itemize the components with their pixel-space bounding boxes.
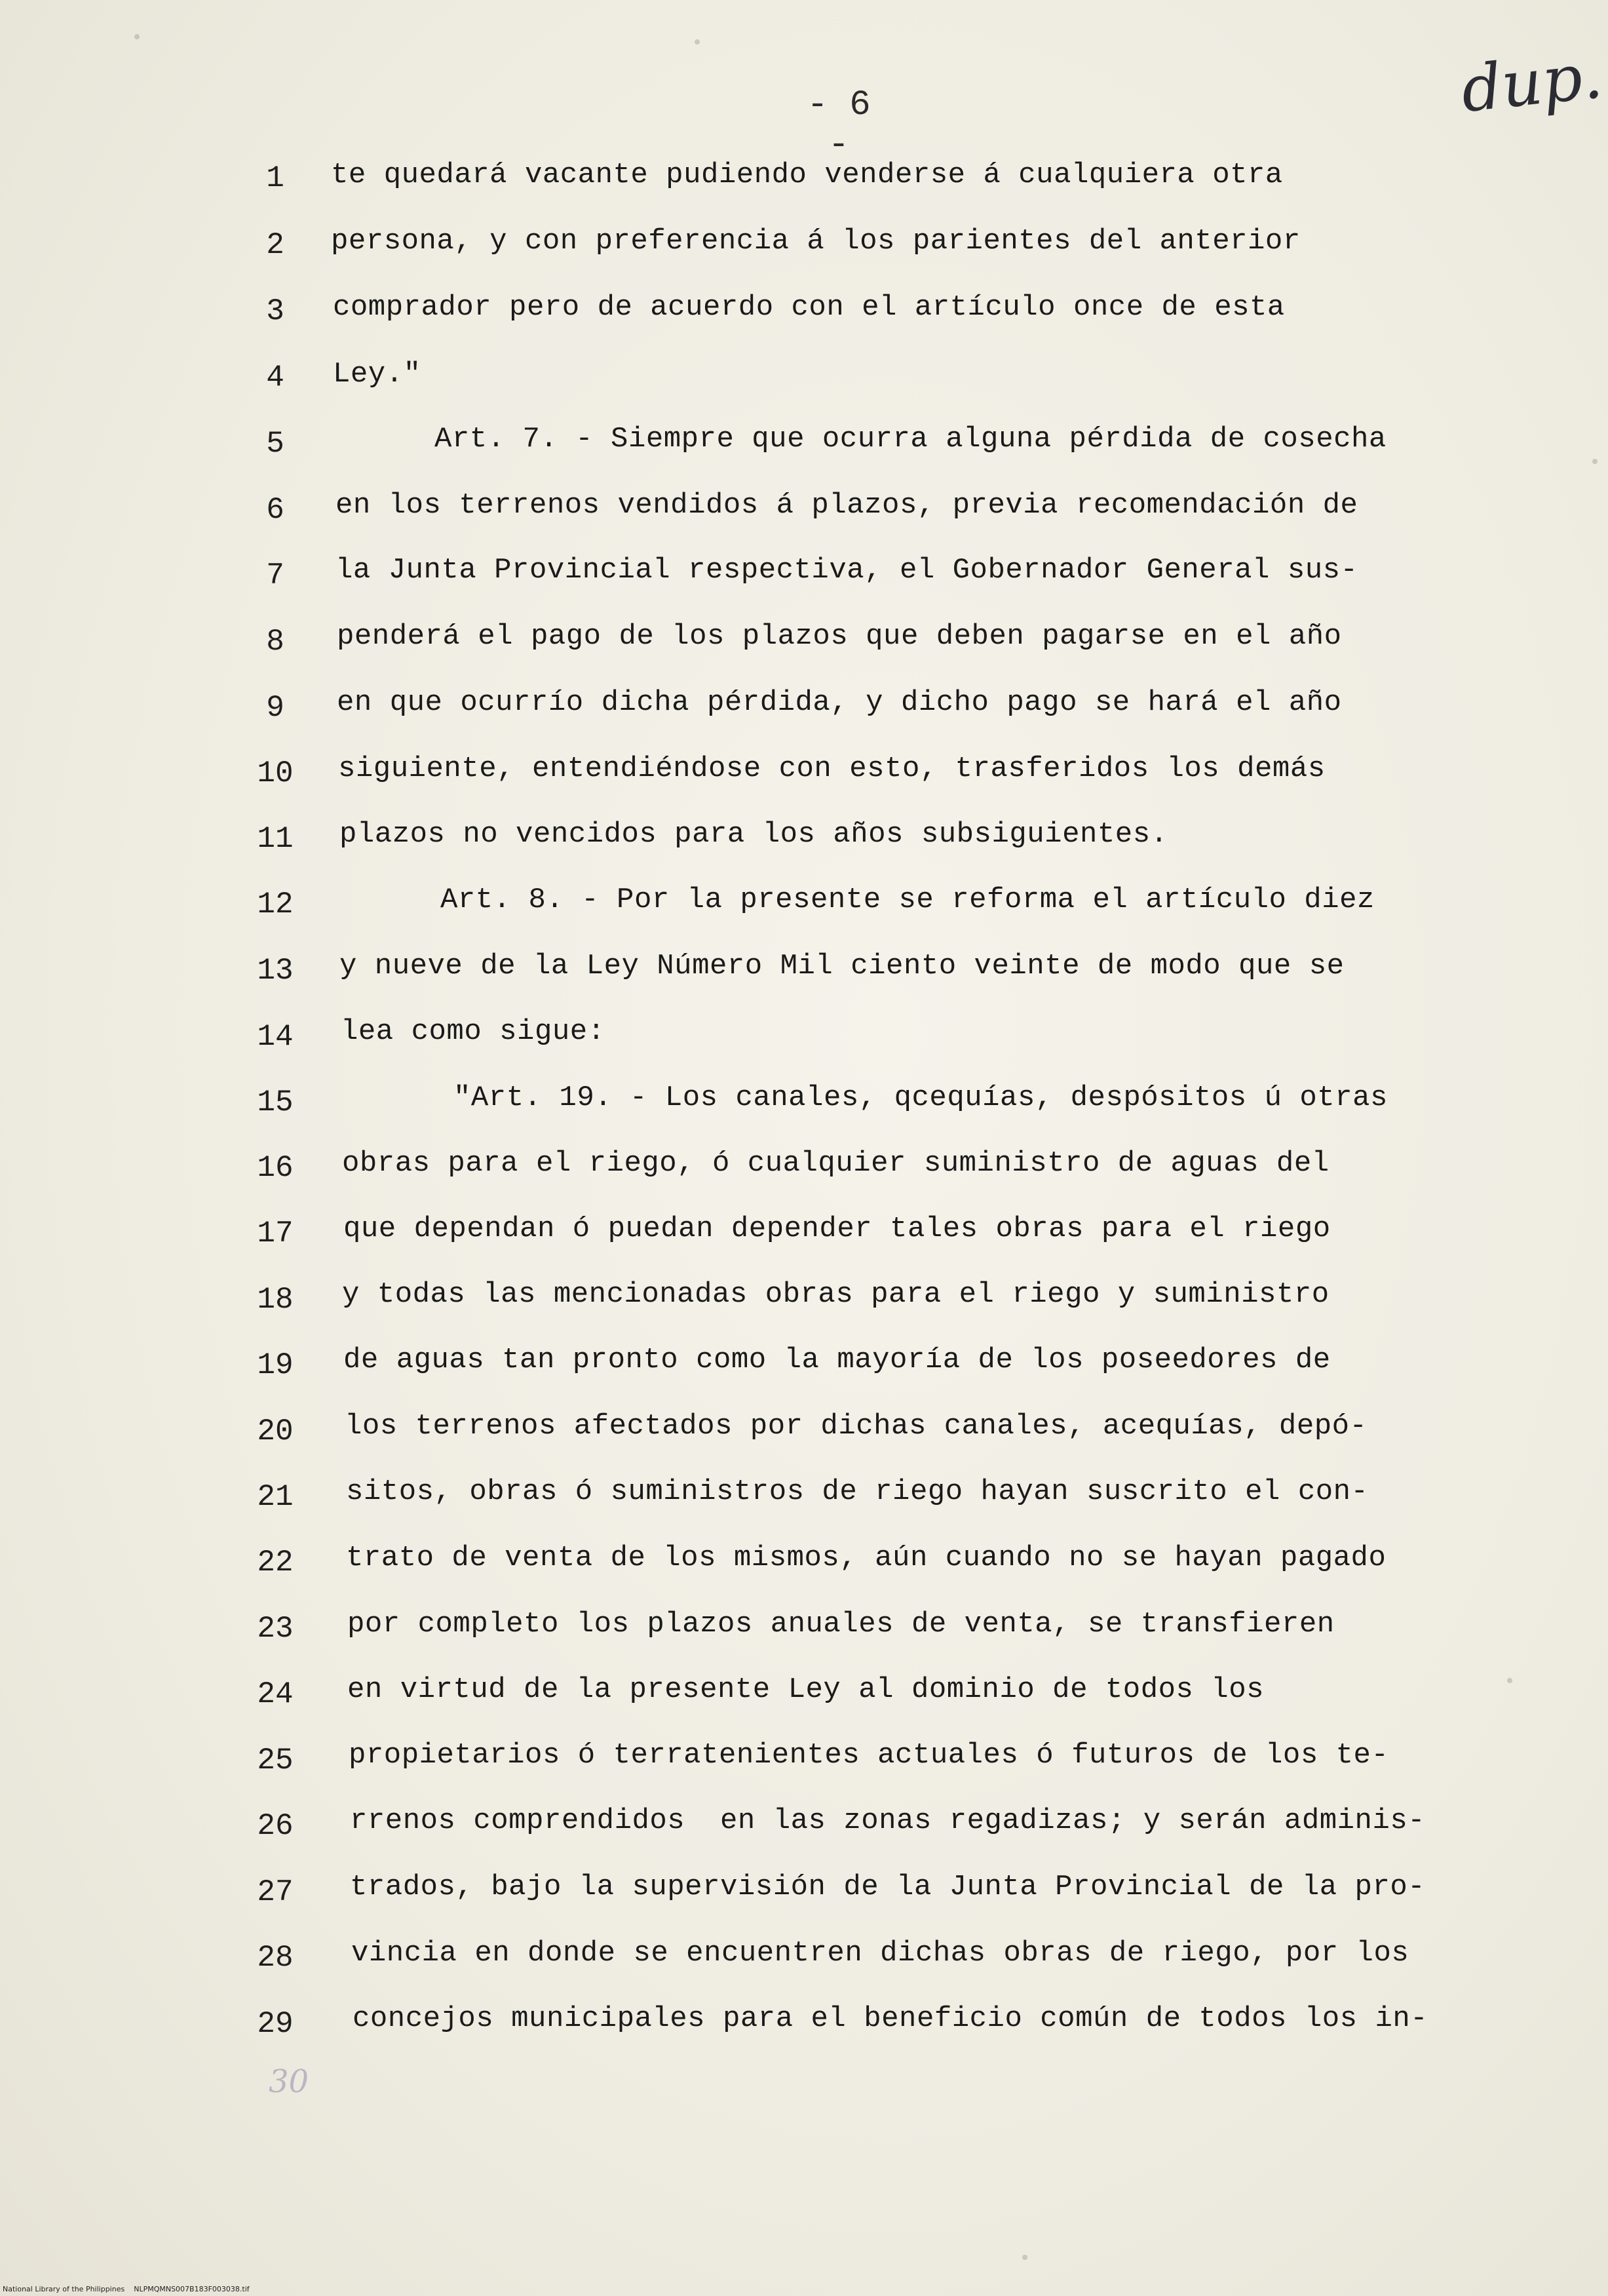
line-number: 20: [257, 1414, 294, 1449]
text-line: y nueve de la Ley Número Mil ciento veinte de modo que se: [339, 950, 1345, 983]
text-line: sitos, obras ó suministros de riego hayan suscrito el con-: [346, 1475, 1369, 1508]
line-number: 28: [257, 1941, 294, 1975]
line-number: 26: [257, 1809, 294, 1843]
text-line: "Art. 19. - Los canales, qcequías, despósitos ú otras: [453, 1081, 1388, 1114]
text-line: la Junta Provincial respectiva, el Gobernador General sus-: [335, 554, 1358, 587]
line-number: 1: [266, 161, 284, 195]
text-line: lea como sigue:: [341, 1015, 605, 1048]
text-line: obras para el riego, ó cualquier suministro de aguas del: [342, 1147, 1330, 1180]
text-line: en que ocurrío dicha pérdida, y dicho pago se hará el año: [337, 686, 1342, 719]
line-number: 24: [257, 1677, 294, 1711]
footer-library: National Library of the Philippines: [3, 2285, 125, 2293]
faint-line-number-mark: 30: [269, 2063, 309, 2100]
text-line: persona, y con preferencia á los parientes del anterior: [331, 225, 1301, 258]
text-line: vincia en donde se encuentren dichas obras de riego, por los: [351, 1937, 1409, 1970]
line-number: 22: [257, 1546, 294, 1580]
line-number: 2: [266, 228, 284, 262]
text-line: propietarios ó terratenientes actuales ó futuros de los te-: [349, 1739, 1389, 1772]
text-line: trados, bajo la supervisión de la Junta Provincial de la pro-: [350, 1871, 1426, 1903]
text-line: penderá el pago de los plazos que deben pagarse en el año: [337, 620, 1342, 653]
text-line: en virtud de la presente Ley al dominio de todos los: [347, 1673, 1265, 1706]
line-number: 14: [257, 1020, 294, 1054]
footer-file-id: NLPMQMNS007B183F003038.tif: [134, 2285, 250, 2293]
archive-footer: [3, 2285, 250, 2293]
line-number: 5: [266, 427, 284, 461]
line-number: 10: [257, 756, 294, 790]
line-number: 18: [257, 1283, 294, 1317]
line-number: 17: [257, 1216, 294, 1251]
line-number: 8: [266, 625, 284, 659]
line-number: 3: [266, 294, 284, 328]
text-line: comprador pero de acuerdo con el artículo once de esta: [333, 291, 1285, 324]
line-number: 12: [257, 887, 294, 922]
line-number: 19: [257, 1348, 294, 1382]
text-line: por completo los plazos anuales de venta, se transfieren: [347, 1608, 1335, 1641]
handwritten-annotation: dup.: [1457, 39, 1606, 126]
paper-speck: [134, 34, 140, 39]
line-number: 13: [257, 954, 294, 988]
line-number: 16: [257, 1151, 294, 1185]
line-number: 4: [266, 360, 284, 395]
line-number: 11: [257, 822, 294, 856]
text-line: rrenos comprendidos en las zonas regadizas; y serán adminis-: [350, 1804, 1426, 1837]
text-line: concejos municipales para el beneficio común de todos los in-: [353, 2002, 1428, 2035]
text-line: que dependan ó puedan depender tales obras para el riego: [343, 1213, 1331, 1245]
text-line: Ley.": [333, 358, 421, 391]
paper-speck: [695, 39, 700, 45]
paper-speck: [1592, 459, 1598, 464]
page-number: - 6 -: [807, 85, 871, 165]
line-number: 21: [257, 1480, 294, 1514]
line-number: 27: [257, 1875, 294, 1909]
text-line: de aguas tan pronto como la mayoría de los poseedores de: [343, 1344, 1331, 1376]
text-line: en los terrenos vendidos á plazos, previa recomendación de: [335, 489, 1358, 522]
line-number: 15: [257, 1085, 294, 1119]
line-number: 23: [257, 1612, 294, 1646]
text-line: Art. 8. - Por la presente se reforma el artículo diez: [440, 884, 1375, 916]
line-number: 6: [266, 493, 284, 527]
paper-speck: [1507, 1678, 1512, 1683]
text-line: y todas las mencionadas obras para el riego y suministro: [342, 1278, 1330, 1311]
line-number: 7: [266, 558, 284, 593]
line-number: 25: [257, 1743, 294, 1778]
paper-speck: [1022, 2255, 1027, 2260]
line-number: 29: [257, 2007, 294, 2041]
text-line: siguiente, entendiéndose con esto, trasferidos los demás: [338, 752, 1326, 785]
text-line: los terrenos afectados por dichas canales, acequías, depó-: [345, 1410, 1368, 1443]
text-line: te quedará vacante pudiendo venderse á cualquiera otra: [331, 159, 1283, 191]
text-line: trato de venta de los mismos, aún cuando no se hayan pagado: [346, 1542, 1387, 1574]
line-number: 9: [266, 691, 284, 725]
text-line: plazos no vencidos para los años subsiguientes.: [339, 818, 1168, 851]
text-line: Art. 7. - Siempre que ocurra alguna pérdida de cosecha: [434, 423, 1387, 456]
